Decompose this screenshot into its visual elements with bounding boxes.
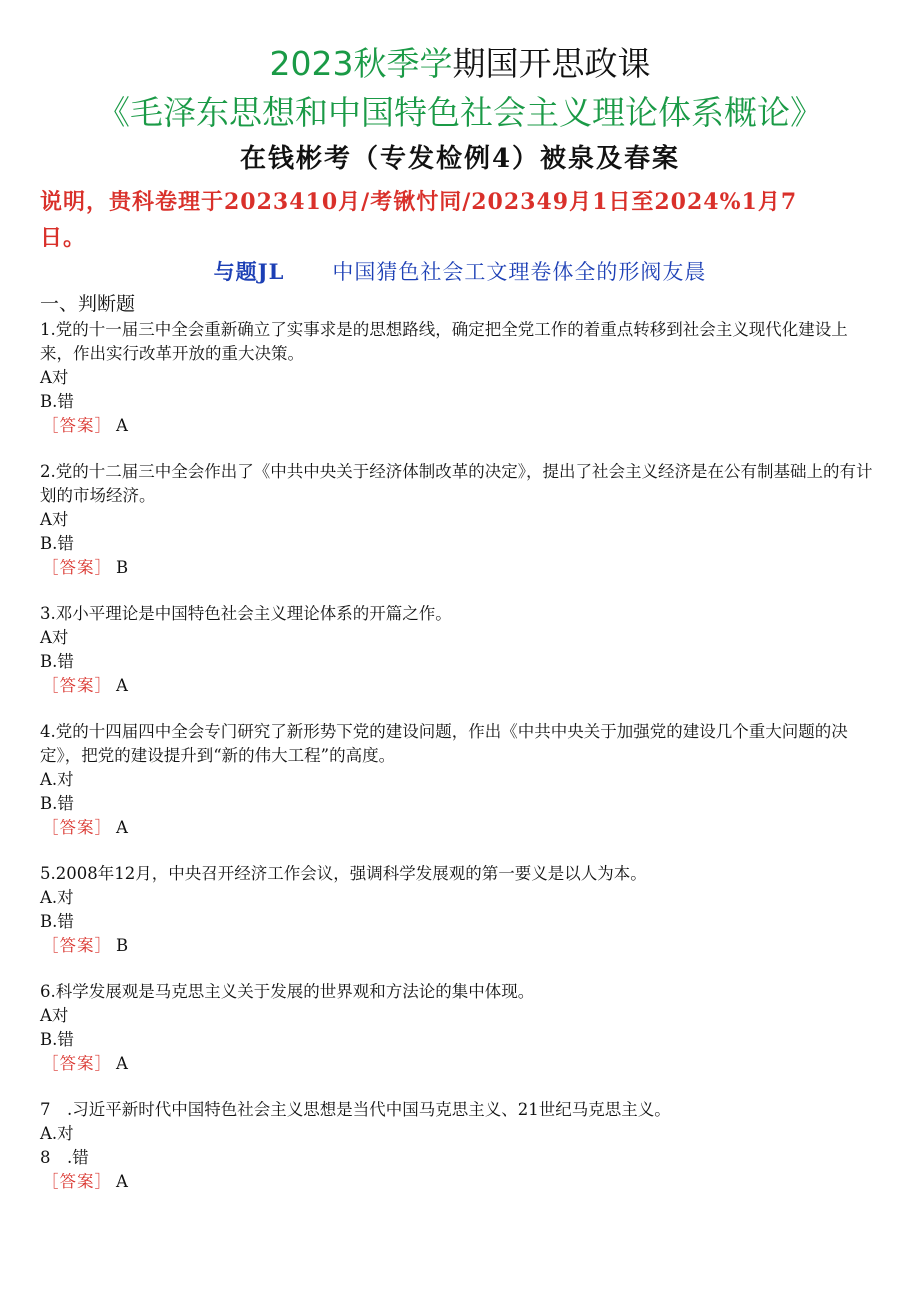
- option-b: B.错: [40, 652, 74, 671]
- course-title: 《毛泽东思想和中国特色社会主义理论体系概论》: [97, 93, 823, 132]
- question-item: [40, 460, 880, 580]
- option-b: 8 .错: [40, 1148, 89, 1167]
- option-b: B.错: [40, 912, 74, 931]
- answer-label: ［答案］: [42, 416, 112, 435]
- question-item: [40, 602, 880, 698]
- topic-prefix: 与题JL: [213, 259, 285, 284]
- question-item: [40, 1098, 880, 1194]
- answer-label: ［答案］: [42, 1172, 112, 1191]
- answer-line: [42, 556, 880, 580]
- question-text: 7 .习近平新时代中国特色社会主义思想是当代中国马克思主义、21世纪马克思主义。: [40, 1100, 671, 1119]
- option-b: B.错: [40, 794, 74, 813]
- title-green-part: 2023秋季学: [269, 44, 453, 83]
- question-list: [40, 318, 880, 1216]
- title-black-part: 期国开思政课: [452, 44, 651, 83]
- question-text: 2.党的十二届三中全会作出了《中共中央关于经济体制改革的决定》，提出了社会主义经济是在公有制基础上的有计划的市场经济。: [40, 462, 873, 505]
- answer-line: [42, 1170, 880, 1194]
- option-b: B.错: [40, 392, 74, 411]
- option-a: A对: [40, 628, 69, 647]
- option-a: A.对: [40, 1124, 74, 1143]
- answer-label: ［答案］: [42, 936, 112, 955]
- answer-value: B: [116, 558, 130, 577]
- option-a: A对: [40, 368, 69, 387]
- question-text: 6.科学发展观是马克思主义关于发展的世界观和方法论的集中体现。: [40, 982, 535, 1001]
- answer-value: A: [116, 1172, 129, 1191]
- option-a: A对: [40, 1006, 69, 1025]
- exam-note: 说明，贵科卷理于2023410月/考锹忖同/202349月1日至2024%1月7日。: [40, 189, 798, 251]
- answer-value: A: [116, 676, 129, 695]
- answer-line: [42, 414, 880, 438]
- answer-line: [42, 674, 880, 698]
- question-item: [40, 318, 880, 438]
- section-title: 一、判断题: [40, 293, 136, 315]
- option-a: A.对: [40, 888, 74, 907]
- question-text: 5.2008年12月，中央召开经济工作会议，强调科学发展观的第一要义是以人为本。: [40, 864, 647, 883]
- answer-label: ［答案］: [42, 676, 112, 695]
- answer-label: ［答案］: [42, 818, 112, 837]
- answer-label: ［答案］: [42, 558, 112, 577]
- answer-value: B: [116, 936, 130, 955]
- document-title: [0, 42, 920, 86]
- option-b: B.错: [40, 534, 74, 553]
- answer-value: A: [116, 1054, 129, 1073]
- option-b: B.错: [40, 1030, 74, 1049]
- question-text: 3.邓小平理论是中国特色社会主义理论体系的开篇之作。: [40, 604, 452, 623]
- question-item: [40, 862, 880, 958]
- answer-line: [42, 816, 880, 840]
- document-subtitle: 在钱彬考（专发检例4）被泉及春案: [239, 144, 681, 174]
- question-text: 4.党的十四届四中全会专门研究了新形势下党的建设问题，作出《中共中央关于加强党的建设几个重大问题的决定》，把党的建设提升到“新的伟大工程”的高度。: [40, 722, 848, 765]
- question-text: 1.党的十一届三中全会重新确立了实事求是的思想路线，确定把全党工作的着重点转移到社会主义现代化建设上来，作出实行改革开放的重大决策。: [40, 320, 848, 363]
- answer-line: [42, 934, 880, 958]
- question-item: [40, 980, 880, 1076]
- question-item: [40, 720, 880, 840]
- option-a: A对: [40, 510, 69, 529]
- answer-line: [42, 1052, 880, 1076]
- topic-text: 中国猜色社会工文理卷体全的形阀友晨: [332, 260, 707, 284]
- answer-value: A: [116, 416, 129, 435]
- topic-heading: [0, 257, 920, 287]
- option-a: A.对: [40, 770, 74, 789]
- answer-label: ［答案］: [42, 1054, 112, 1073]
- answer-value: A: [116, 818, 129, 837]
